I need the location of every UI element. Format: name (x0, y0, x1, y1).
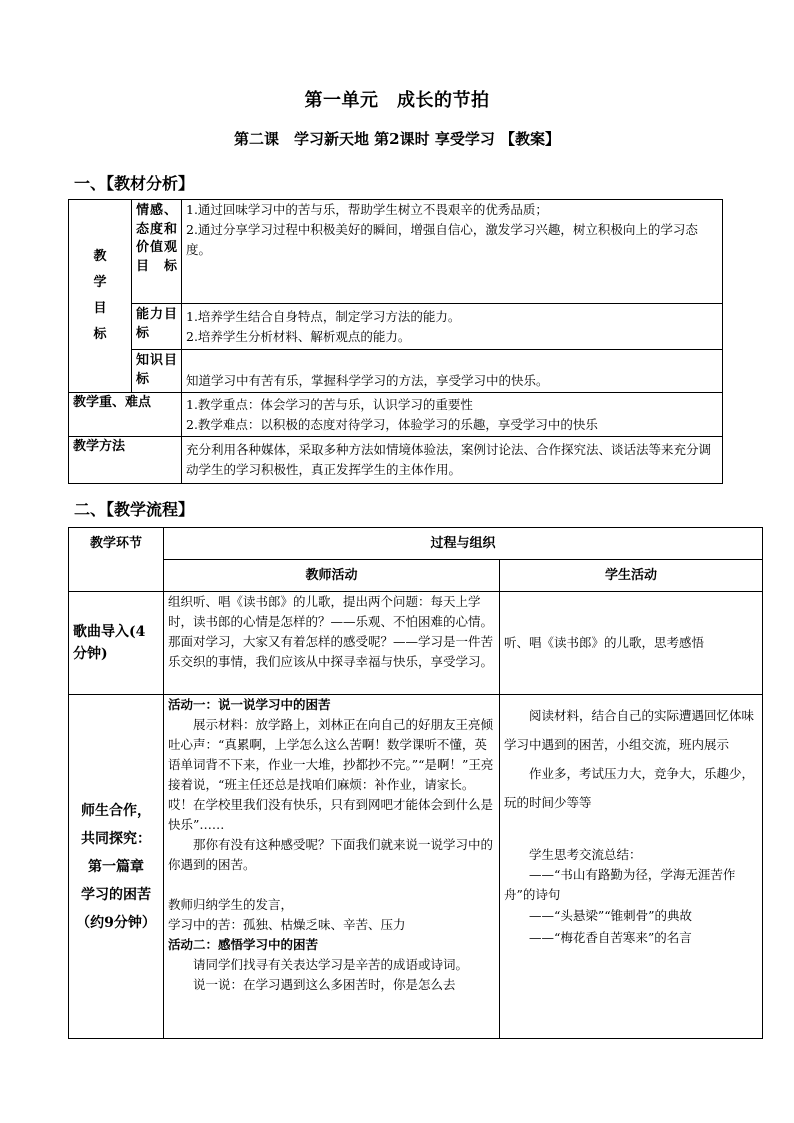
flow-row2-student (500, 695, 763, 1039)
key-points-content: 1.教学重点：体会学习的苦与乐，认识学习的重要性 2.教学难点：以积极的态度对待学习，体验学习的乐趣，享受学习中的快乐 (182, 393, 723, 437)
flow-row2-stage: 师生合作， 共同探究： 第一篇章 学习的困苦 （约9分钟） (69, 695, 164, 1039)
activity2-task: 请同学们找寻有关表达学习是辛苦的成语或诗词。 (193, 957, 469, 972)
emotion-goal-content: 1.通过回味学习中的苦与乐，帮助学生树立不畏艰辛的优秀品质； 2.通过分享学习过程中积极美好的瞬间，增强自信心，激发学习兴趣，树立积极向上的学习态度。 (182, 200, 723, 304)
ability-goal-content: 1.培养学生结合自身特点，制定学习方法的能力。 2.培养学生分析材料、解析观点的能力。 (182, 304, 723, 350)
activity1-question: 那你有没有这种感受呢？下面我们就来说一说学习中的你遇到的困苦。 (168, 837, 494, 872)
flow-header-student: 学生活动 (500, 560, 763, 592)
emotion-goal-label: 情感、态度和价值观目标 (132, 200, 182, 304)
student-activity-6: ——“梅花香自苦寒来”的名言 (529, 930, 692, 945)
knowledge-goal-content: 知道学习中有苦有乐，掌握科学学习的方法，享受学习中的快乐。 (182, 350, 723, 393)
summary-line-1: 教师归纳学生的发言， (168, 897, 294, 912)
activity2-question: 说一说：在学习遇到这么多困苦时，你是怎么去 (193, 977, 456, 992)
flow-row1-teacher: 组织听、唱《读书郎》的儿歌，提出两个问题：每天上学时，读书郎的心情是怎样的？——乐观、不怕困难的心情。那面对学习，大家又有着怎样的感受呢？——学习是一件苦乐交织的事情，我们应该从中探寻幸福与快乐，享受学习。 (164, 592, 500, 695)
flow-row1-stage: 歌曲导入(4分钟) (69, 592, 164, 695)
activity1-material: 展示材料：放学路上，刘林正在向自己的好朋友王亮倾吐心声：“真累啊，上学怎么这么苦啊！数学课听不懂，英语单词背不下来，作业一大堆，抄都抄不完。”“是啊！”王亮接着说，“班主任还总是找咱们麻烦：补作业，请家长。哎！在学校里我们没有快乐，只有到网吧才能体会到什么是快乐”…… (168, 717, 494, 832)
flow-header-stage: 教学环节 (69, 528, 164, 592)
flow-row1-student: 听、唱《读书郎》的儿歌，思考感悟 (500, 592, 763, 695)
flow-header-process: 过程与组织 (164, 528, 763, 560)
goals-main-label: 教学目标 (69, 200, 132, 393)
ability-goal-label: 能力目标 (132, 304, 182, 350)
knowledge-goal-label: 知识目标 (132, 350, 182, 393)
key-points-label: 教学重、难点 (69, 393, 182, 437)
activity1-title: 活动一：说一说学习中的困苦 (168, 697, 331, 712)
section-heading-analysis: 一、【教材分析】 (74, 174, 195, 193)
method-label: 教学方法 (69, 437, 182, 484)
analysis-table (68, 199, 723, 484)
flow-header-teacher: 教师活动 (164, 560, 500, 592)
document-subtitle: 第二课 学习新天地 第2课时 享受学习 【教案】 (233, 130, 561, 148)
flow-table (68, 527, 763, 1039)
document-title: 第一单元 成长的节拍 (304, 90, 490, 111)
student-activity-3: 学生思考交流总结： (529, 847, 642, 862)
student-activity-1: 阅读材料，结合自己的实际遭遇回忆体味学习中遇到的困苦，小组交流，班内展示 (504, 708, 755, 752)
summary-line-2: 学习中的苦：孤独、枯燥乏味、辛苦、压力 (168, 917, 406, 932)
flow-row2-teacher (164, 695, 500, 1039)
student-activity-5: ——“头悬梁”“锥刺骨”的典故 (529, 908, 693, 923)
activity2-title: 活动二：感悟学习中的困苦 (168, 937, 319, 952)
student-activity-4: ——“书山有路勤为径，学海无涯苦作舟”的诗句 (504, 867, 736, 902)
method-content: 充分利用各种媒体，采取多种方法如情境体验法，案例讨论法、合作探究法、谈话法等来充分调动学生的学习积极性，真正发挥学生的主体作用。 (182, 437, 723, 484)
student-activity-2: 作业多，考试压力大，竞争大，乐趣少，玩的时间少等等 (504, 766, 755, 810)
section-heading-flow: 二、【教学流程】 (74, 500, 195, 519)
